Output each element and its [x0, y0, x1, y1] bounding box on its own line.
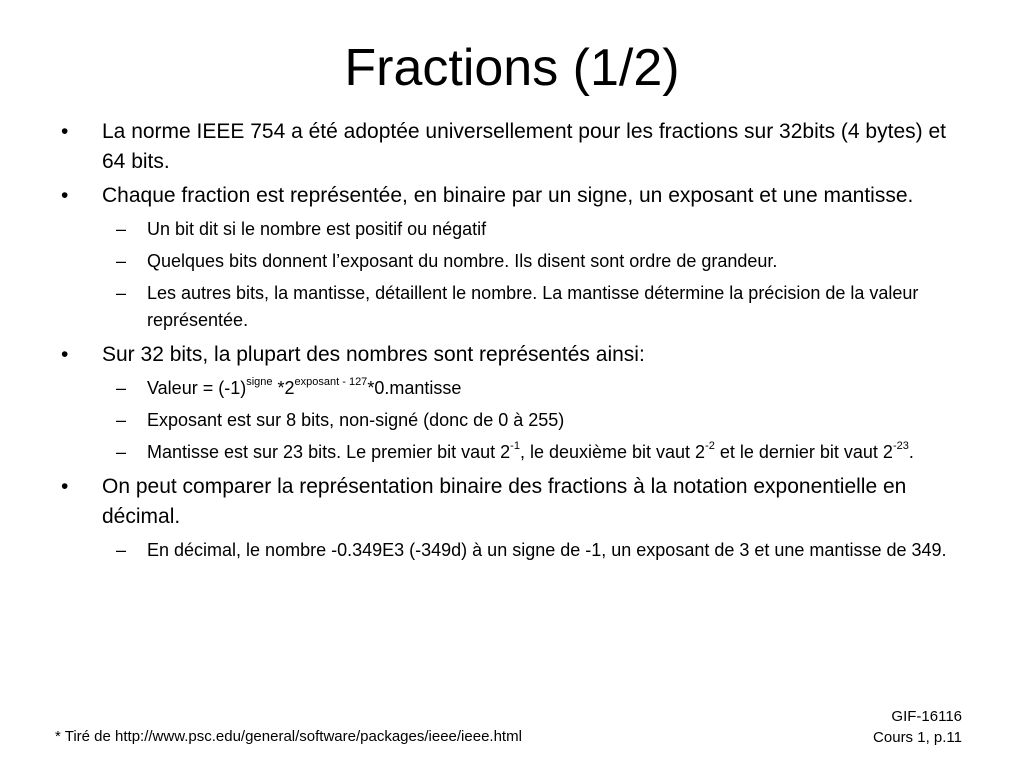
sub-bullet-formula [55, 375, 960, 402]
sub-bullet-item [55, 248, 960, 275]
mantissa-text: . [908, 442, 914, 462]
bullet-marker: • [61, 120, 69, 143]
sub-bullet-mantissa [55, 439, 960, 466]
bullet-marker: • [61, 343, 69, 366]
mantissa-text: Mantisse est sur 23 bits. Le premier bit vaut 2 [147, 442, 511, 462]
sub-bullet-text: Les autres bits, la mantisse, détaillent le nombre. La mantisse détermine la précision de la valeur représentée. [147, 283, 919, 330]
dash-marker: – [116, 251, 127, 271]
bullet-text: Sur 32 bits, la plupart des nombres sont représentés ainsi: [102, 343, 645, 366]
bullet-marker: • [61, 184, 69, 207]
slide-title: Fractions (1/2) [344, 39, 680, 97]
formula-text: *2 [272, 378, 295, 398]
mantissa-superscript: -23 [892, 440, 909, 452]
dash-marker: – [116, 540, 127, 560]
slide-reference [873, 706, 962, 748]
bullet-item [55, 117, 960, 177]
mantissa-text: et le dernier bit vaut 2 [714, 442, 893, 462]
mantissa-text: , le deuxième bit vaut 2 [519, 442, 706, 462]
dash-marker: – [116, 378, 127, 398]
formula-superscript: exposant - 127 [294, 376, 368, 388]
sub-bullet-item [55, 216, 960, 243]
page-reference: Cours 1, p.11 [873, 729, 962, 746]
bullet-text: La norme IEEE 754 a été adoptée universellement pour les fractions sur 32bits (4 bytes) et 64 bits. [102, 120, 946, 173]
bullet-text: Chaque fraction est représentée, en binaire par un signe, un exposant et une mantisse. [102, 184, 914, 207]
mantissa-superscript: -2 [705, 440, 715, 452]
course-code: GIF-16116 [891, 708, 962, 725]
formula-superscript: signe [246, 376, 273, 388]
footnote: * Tiré de http://www.psc.edu/general/software/packages/ieee/ieee.html [55, 728, 522, 745]
bullet-item [55, 340, 960, 370]
dash-marker: – [116, 442, 127, 462]
bullet-list [55, 117, 960, 564]
sub-bullet-item [55, 280, 960, 334]
formula-text: Valeur = (-1) [147, 378, 247, 398]
sub-bullet-text: Un bit dit si le nombre est positif ou négatif [147, 219, 487, 239]
sub-bullet-item [55, 537, 960, 564]
sub-bullet-item [55, 407, 960, 434]
sub-bullet-text: Quelques bits donnent l’exposant du nombre. Ils disent sont ordre de grandeur. [147, 251, 778, 271]
sub-bullet-text: Exposant est sur 8 bits, non-signé (donc de 0 à 255) [147, 410, 565, 430]
sub-bullet-text: En décimal, le nombre -0.349E3 (-349d) à un signe de -1, un exposant de 3 et une mantisse de 349. [147, 540, 947, 560]
mantissa-superscript: -1 [510, 440, 520, 452]
bullet-item [55, 472, 960, 532]
bullet-marker: • [61, 475, 69, 498]
dash-marker: – [116, 219, 127, 239]
bullet-text: On peut comparer la représentation binaire des fractions à la notation exponentielle en décimal. [102, 475, 907, 528]
dash-marker: – [116, 283, 127, 303]
dash-marker: – [116, 410, 127, 430]
formula-text: *0.mantisse [367, 378, 462, 398]
bullet-item [55, 181, 960, 211]
